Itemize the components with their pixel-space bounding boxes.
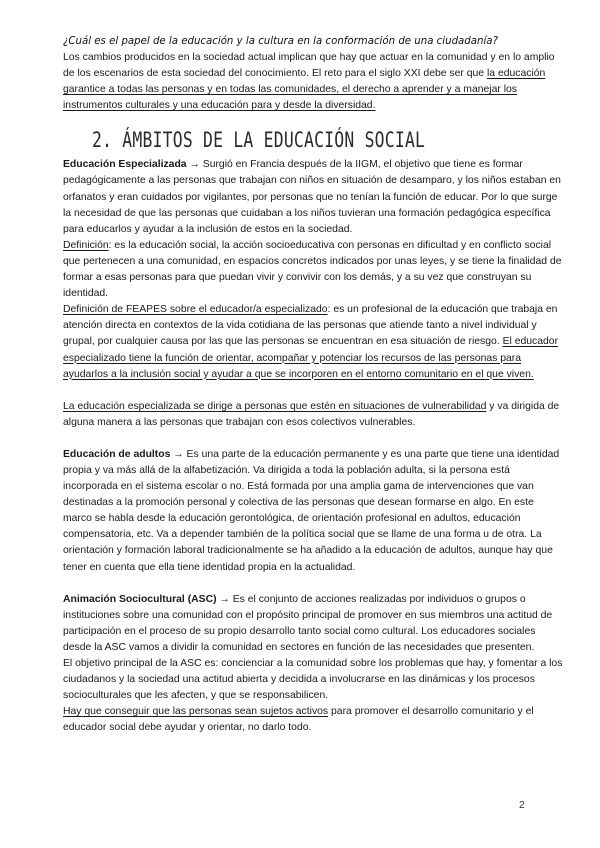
arrow-icon: →	[189, 159, 200, 171]
target-text: y va dirigida de alguna manera a las personas que trabajan con esos colectivos vulnerables.	[63, 400, 560, 428]
page-number: 2	[519, 799, 525, 811]
intro-paragraph	[63, 50, 563, 114]
definition-text: : es la educación social, la acción socioeducativa con personas en dificultad y en conflicto social que pertenecen a una comunidad, en espacios concretos indicados por unas leyes, y se tiene la finalidad de formar a esas personas para que puedan vivir y convivir con los demás, y a su vez que construyan su identidad.	[63, 239, 562, 300]
asc-closing	[63, 704, 563, 736]
asc-text: Es el conjunto de acciones realizadas por individuos o grupos o instituciones sobre una comunidad con el propósito principal de promover en sus miembros una actitud de participación en el proceso de su propio desarrollo tanto social como cultural. Los educadores sociales desde la ASC vamos a dividir la comunidad en sectores en función de las necesidades que presenten.	[63, 593, 553, 653]
adultos-term: Educación de adultos	[63, 448, 171, 460]
target-paragraph	[63, 399, 563, 431]
arrow-icon: →	[219, 593, 230, 605]
arrow-icon: →	[173, 448, 184, 460]
definition-label: Definición	[63, 239, 109, 251]
spacer	[63, 576, 563, 592]
asc-term: Animación Sociocultural (ASC)	[63, 593, 217, 605]
especializada-text: Surgió en Francia después de la IIGM, el objetivo que tiene es formar pedagógicamente a las personas que trabajan con niños en situación de desamparo, y los niños estaban en orfanatos y eran cuidados por vigilantes, por personas que no tenían la función de educar. Por lo que surge la necesidad de que las personas que cuidaban a los niños tuvieran una formación pedagógica específica para educarlos y ayudar a la inclusión de estos en la sociedad.	[63, 159, 561, 235]
spacer	[63, 431, 563, 447]
adultos-paragraph	[63, 447, 563, 576]
document-page	[63, 34, 563, 736]
definition-paragraph	[63, 238, 563, 302]
intro-underlined: la educación garantice a todas las personas y en todas las comunidades, el derecho a aprender y a manejar los instrumentos culturales y una educación para y desde la diversidad.	[63, 68, 546, 112]
feapes-label: Definición de FEAPES sobre el educador/a especializado	[63, 304, 328, 316]
spacer	[63, 383, 563, 399]
asc-paragraph	[63, 592, 563, 656]
target-underlined: La educación especializada se dirige a personas que estén en situaciones de vulnerabilidad	[63, 400, 487, 412]
intro-text: Los cambios producidos en la sociedad actual implican que hay que actuar en la comunidad y en lo amplio de los escenarios de esta sociedad del conocimiento. El reto para el siglo XXI debe ser que	[63, 52, 555, 80]
feapes-paragraph	[63, 302, 563, 382]
asc-closing-underlined: Hay que conseguir que las personas sean sujetos activos	[63, 706, 329, 718]
feapes-underlined: El educador especializado tiene la función de orientar, acompañar y potenciar los recursos de las personas para ayudarlos a la inclusión social y ayudar a que se incorporen en el entorno comunitario en el que viven.	[63, 336, 559, 380]
feapes-text: : es un profesional de la educación que trabaja en atención directa en contextos de la vida cotidiana de las personas que atiende tanto a nivel individual y grupal, por cualquier causa por las que las personas se encuentran en esa situación de riesgo.	[63, 304, 558, 348]
asc-closing-text: para promover el desarrollo comunitario y el educador social debe ayudar y orientar, no darlo todo.	[63, 706, 534, 734]
adultos-text: Es una parte de la educación permanente y es una parte que tiene una identidad propia y va más allá de la alfabetización. Va dirigida a toda la población adulta, si la persona está incorporada en el sistema escolar o no. Está formada por una amplia gama de intervenciones que van destinadas a la promoción personal y colectiva de las personas que desean formarse en algo. En este marco se habla desde la educación gerontológica, de orientación profesional en adultos, educación compensatoria, etc. Va a depender también de la política social que se llame de una forma u de otra. La orientación y formación laboral tradicionalmente se ha añadido a la educación de adultos, aunque hay que tener en cuenta que ella tiene identidad propia en la actualidad.	[63, 448, 560, 573]
especializada-paragraph	[63, 157, 563, 237]
intro-question: ¿Cuál es el papel de la educación y la cultura en la conformación de una ciudadanía?	[63, 36, 498, 47]
section-title: 2. ÁMBITOS DE LA EDUCACIÓN SOCIAL	[92, 128, 426, 153]
especializada-term: Educación Especializada	[63, 159, 187, 171]
asc-objective: El objetivo principal de la ASC es: concienciar a la comunidad sobre los problemas que hay, y fomentar a los ciudadanos y la sociedad una actitud abierta y decidida a involucrarse en las dinámicas y los procesos socioculturales que les afecten, y que se responsabilicen.	[63, 658, 563, 702]
